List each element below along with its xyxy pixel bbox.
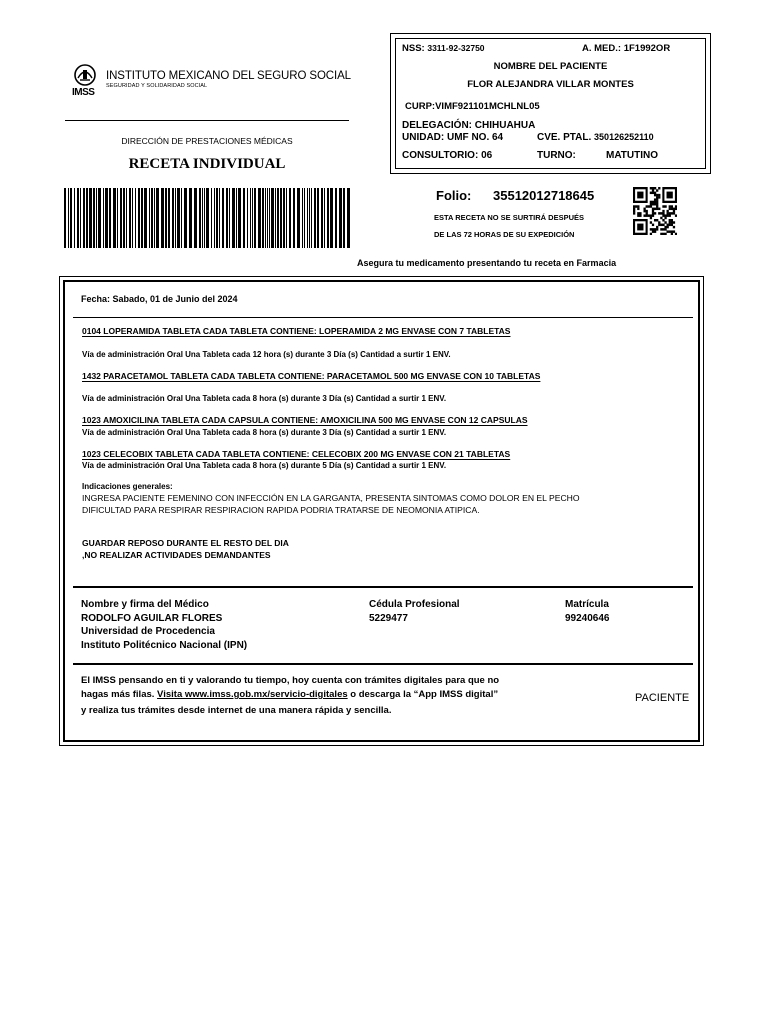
barcode xyxy=(63,188,350,248)
medication-title: 1023 CELECOBIX TABLETA CADA TABLETA CONTIENE: CELECOBIX 200 MG ENVASE CON 21 TABLETAS xyxy=(82,449,511,459)
medication-dose: Vía de administración Oral Una Tableta cada 8 hora (s) durante 5 Día (s) Cantidad a surtir 1 ENV. xyxy=(82,461,447,470)
nss-row xyxy=(402,43,485,54)
turno-label: TURNO: xyxy=(537,150,576,161)
curp-row xyxy=(405,101,540,112)
imss-logo xyxy=(72,64,98,98)
medication-dose: Vía de administración Oral Una Tableta cada 8 hora (s) durante 3 Día (s) Cantidad a surtir 1 ENV. xyxy=(82,428,447,437)
expiry-notice-line1: ESTA RECETA NO SE SURTIRÁ DESPUÉS xyxy=(434,213,585,222)
signature-divider xyxy=(73,586,693,588)
matricula-label: Matrícula xyxy=(565,599,609,610)
imss-services-link[interactable]: Visita www.imss.gob.mx/servicio-digitales xyxy=(157,689,348,700)
medication-dose: Vía de administración Oral Una Tableta cada 12 hora (s) durante 3 Día (s) Cantidad a surtir 1 ENV. xyxy=(82,350,451,359)
patient-name: FLOR ALEJANDRA VILLAR MONTES xyxy=(467,79,634,90)
institution-slogan: SEGURIDAD Y SOLIDARIDAD SOCIAL xyxy=(106,83,208,89)
university-label: Universidad de Procedencia xyxy=(81,626,215,637)
cedula-label: Cédula Profesional xyxy=(369,599,460,610)
digital-services-line2 xyxy=(81,689,498,700)
prescription-date: Fecha: Sabado, 01 de Junio del 2024 xyxy=(81,294,238,304)
medication-title: 1432 PARACETAMOL TABLETA CADA TABLETA CONTIENE: PARACETAMOL 500 MG ENVASE CON 10 TABLETAS xyxy=(82,371,541,381)
digital-services-post: o descarga la “App IMSS digital” xyxy=(350,689,499,700)
expiry-notice-line2: DE LAS 72 HORAS DE SU EXPEDICIÓN xyxy=(434,230,575,239)
rest-instruction-line2: ,NO REALIZAR ACTIVIDADES DEMANDANTES xyxy=(82,550,271,560)
doctor-name-label: Nombre y firma del Médico xyxy=(81,599,209,610)
medication-title: 1023 AMOXICILINA TABLETA CADA CAPSULA CONTIENE: AMOXICILINA 500 MG ENVASE CON 12 CAPSULAS xyxy=(82,415,528,425)
matricula-value: 99240646 xyxy=(565,613,610,624)
cve-label: CVE. PTAL. xyxy=(537,132,592,143)
delegacion-value: CHIHUAHUA xyxy=(474,120,536,131)
digital-services-line3: y realiza tus trámites desde internet de una manera rápida y sencilla. xyxy=(81,705,392,716)
amed-label: A. MED.: xyxy=(582,43,622,54)
unidad-row xyxy=(402,132,503,143)
cedula-value: 5229477 xyxy=(369,613,408,624)
indications-line2: DIFICULTAD PARA RESPIRAR RESPIRACION RAPIDA PODRIA TRATARSE DE NEOMONIA ATIPICA. xyxy=(82,505,480,515)
consultorio-row xyxy=(402,150,492,161)
institution-name: INSTITUTO MEXICANO DEL SEGURO SOCIAL xyxy=(106,70,351,82)
nss-label: NSS: xyxy=(402,43,425,54)
department-name: DIRECCIÓN DE PRESTACIONES MÉDICAS xyxy=(121,136,293,146)
copy-recipient-tag: PACIENTE xyxy=(635,692,690,704)
delegacion-label: DELEGACIÓN: xyxy=(402,120,472,131)
pharmacy-banner: Asegura tu medicamento presentando tu receta en Farmacia xyxy=(357,258,617,268)
header-divider xyxy=(65,120,349,121)
turno-value: MATUTINO xyxy=(606,150,659,161)
medication-title: 0104 LOPERAMIDA TABLETA CADA TABLETA CONTIENE: LOPERAMIDA 2 MG ENVASE CON 7 TABLETAS xyxy=(82,326,511,336)
cve-value: 350126252110 xyxy=(594,132,654,142)
unidad-label: UNIDAD: xyxy=(402,132,445,143)
cve-row xyxy=(537,132,654,143)
document-title: RECETA INDIVIDUAL xyxy=(128,156,286,172)
digital-services-line1: El IMSS pensando en ti y valorando tu tiempo, hoy cuenta con trámites digitales para que no xyxy=(81,675,500,686)
curp-value: VIMF921101MCHLNL05 xyxy=(435,101,540,112)
folio-number: 35512012718645 xyxy=(493,188,595,203)
delegacion-row xyxy=(402,120,535,131)
qr-code xyxy=(633,187,677,235)
curp-label: CURP: xyxy=(405,101,436,112)
doctor-name: RODOLFO AGUILAR FLORES xyxy=(81,613,223,624)
amed-value: 1F1992OR xyxy=(623,43,671,54)
patient-name-label: NOMBRE DEL PACIENTE xyxy=(493,61,608,72)
rest-instruction-line1: GUARDAR REPOSO DURANTE EL RESTO DEL DIA xyxy=(82,538,289,548)
date-divider xyxy=(73,317,693,318)
indications-line1: INGRESA PACIENTE FEMENINO CON INFECCIÓN EN LA GARGANTA, PRESENTA SINTOMAS COMO DOLOR EN EL PECHO xyxy=(82,493,580,503)
amed-row xyxy=(582,43,670,54)
consultorio-label: CONSULTORIO: xyxy=(402,150,479,161)
consultorio-value: 06 xyxy=(481,150,493,161)
footer-divider xyxy=(73,663,693,665)
medication-dose: Vía de administración Oral Una Tableta cada 8 hora (s) durante 3 Día (s) Cantidad a surtir 1 ENV. xyxy=(82,394,447,403)
indications-label: Indicaciones generales: xyxy=(82,482,173,491)
nss-value: 3311-92-32750 xyxy=(427,43,485,53)
university-name: Instituto Politécnico Nacional (IPN) xyxy=(81,640,248,651)
unidad-value: UMF NO. 64 xyxy=(447,132,504,143)
digital-services-pre: hagas más filas. xyxy=(81,689,155,700)
logo-text: IMSS xyxy=(72,87,95,98)
folio-label: Folio: xyxy=(436,188,472,203)
